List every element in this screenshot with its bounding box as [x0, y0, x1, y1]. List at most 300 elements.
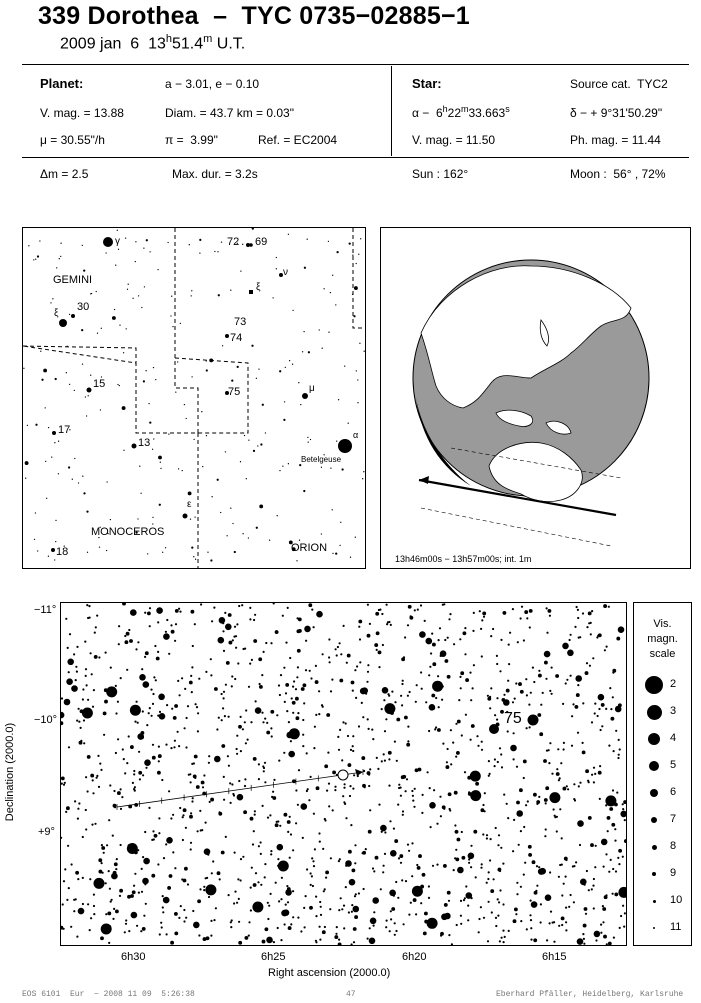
background-star [45, 461, 46, 462]
scale-row [634, 810, 691, 830]
background-star [341, 908, 343, 910]
background-star [482, 611, 486, 615]
background-star [105, 913, 107, 915]
background-star [149, 421, 151, 423]
background-star [261, 907, 263, 909]
background-star [253, 619, 255, 621]
background-star [278, 900, 280, 902]
background-star [565, 921, 567, 923]
background-star [89, 617, 91, 619]
background-star [338, 749, 340, 751]
background-star [402, 810, 404, 812]
background-star [143, 247, 144, 248]
background-star [122, 603, 126, 606]
background-star [335, 552, 337, 554]
background-star [470, 699, 472, 701]
background-star [354, 895, 356, 897]
background-star [405, 790, 407, 792]
background-star [161, 779, 163, 781]
background-star [292, 701, 296, 705]
background-star [598, 771, 602, 775]
background-star [367, 634, 371, 638]
background-star [524, 610, 528, 614]
background-star [177, 361, 178, 362]
background-star [480, 867, 482, 869]
background-star [208, 896, 210, 898]
background-star [306, 790, 308, 792]
background-star [242, 856, 244, 858]
background-star [276, 257, 277, 258]
background-star [368, 785, 370, 787]
background-star [209, 801, 211, 803]
background-star [481, 619, 483, 621]
background-star [378, 609, 380, 611]
background-star [203, 774, 205, 776]
background-star [119, 385, 120, 386]
background-star [384, 703, 395, 714]
background-star [137, 641, 139, 643]
background-star [556, 772, 560, 776]
label-73: 73 [234, 316, 247, 328]
background-star [444, 639, 446, 641]
background-star [160, 922, 162, 924]
background-star [549, 792, 560, 803]
background-star [303, 907, 305, 909]
background-star [390, 918, 392, 920]
background-star [348, 423, 349, 424]
background-star [240, 716, 242, 718]
background-star [432, 643, 436, 647]
background-star [175, 623, 177, 625]
background-star [527, 800, 529, 802]
background-star [262, 721, 264, 723]
background-star [90, 774, 94, 778]
background-star [407, 695, 409, 697]
background-star [412, 795, 414, 797]
background-star [559, 808, 561, 810]
background-star [480, 906, 482, 908]
background-star [210, 920, 212, 922]
background-star [304, 267, 306, 269]
background-star [367, 664, 369, 666]
background-star [85, 809, 87, 811]
background-star [228, 641, 232, 645]
background-star [65, 618, 67, 620]
background-star [112, 918, 114, 920]
background-star [318, 713, 320, 715]
background-star [591, 774, 593, 776]
background-star [420, 671, 422, 673]
background-star [292, 686, 294, 688]
background-star [139, 674, 146, 681]
background-star [335, 648, 337, 650]
background-star [540, 704, 542, 706]
background-star [467, 919, 469, 921]
background-star [319, 939, 321, 941]
background-star [596, 636, 598, 638]
background-star [354, 286, 358, 290]
background-star [151, 715, 153, 717]
background-star [198, 678, 200, 680]
background-star [341, 468, 343, 470]
background-star [190, 781, 192, 783]
background-star [548, 749, 550, 751]
background-star [467, 776, 471, 780]
background-star [354, 915, 358, 919]
scale-magnitude: 10 [670, 894, 683, 906]
background-star [563, 883, 565, 885]
star-17-mon [52, 431, 56, 435]
background-star [197, 712, 199, 714]
background-star [110, 519, 111, 520]
background-star [283, 419, 285, 421]
background-star [349, 242, 351, 244]
background-star [406, 778, 408, 780]
background-star [195, 559, 196, 560]
background-star [433, 789, 435, 791]
background-star [593, 878, 595, 880]
background-star [145, 767, 147, 769]
background-star [465, 885, 467, 887]
label-alpha: α [353, 430, 359, 440]
background-star [428, 730, 430, 732]
background-star [367, 938, 369, 940]
background-star [519, 788, 523, 792]
background-star [503, 699, 510, 706]
background-star [299, 464, 301, 466]
background-star [248, 537, 249, 538]
background-star [586, 626, 588, 628]
background-star [183, 808, 187, 812]
background-star [148, 712, 150, 714]
background-star [275, 882, 277, 884]
background-star [473, 612, 475, 614]
background-star [530, 919, 532, 921]
background-star [340, 897, 342, 899]
ra-hour-unit: h [442, 104, 448, 114]
background-star [91, 293, 92, 294]
background-star [249, 607, 251, 609]
background-star [328, 241, 329, 242]
background-star [182, 839, 184, 841]
background-star [448, 900, 450, 902]
background-star [619, 927, 621, 929]
background-star [389, 820, 391, 822]
background-star [351, 904, 353, 906]
background-star [233, 636, 235, 638]
background-star [465, 678, 469, 682]
background-star [312, 860, 314, 862]
background-star [512, 608, 514, 610]
background-star [529, 609, 533, 613]
dec-tick-label: −11° [34, 604, 57, 616]
background-star [495, 925, 497, 927]
background-star [339, 545, 340, 546]
background-star [280, 898, 282, 900]
background-star [468, 862, 470, 864]
background-star [605, 894, 607, 896]
background-star [460, 915, 462, 917]
background-star [231, 783, 233, 785]
background-star [576, 606, 578, 608]
background-star [138, 892, 140, 894]
background-star [502, 863, 504, 865]
background-star [232, 639, 234, 641]
background-star [93, 689, 95, 691]
background-star [316, 611, 323, 618]
background-star [355, 697, 357, 699]
background-star [301, 687, 305, 691]
background-star [349, 795, 351, 797]
background-star [276, 268, 277, 269]
background-star [244, 721, 246, 723]
background-star [221, 744, 225, 748]
background-star [73, 910, 75, 912]
background-star [575, 675, 582, 682]
background-star [234, 891, 236, 893]
background-star [146, 724, 148, 726]
background-star [74, 458, 75, 459]
background-star [277, 844, 284, 851]
background-star [577, 684, 579, 686]
background-star [245, 742, 247, 744]
background-star [322, 848, 324, 850]
background-star [248, 921, 250, 923]
background-star [374, 643, 378, 647]
background-star [113, 908, 115, 910]
background-star [68, 671, 70, 673]
background-star [163, 857, 165, 859]
background-star [449, 613, 451, 615]
background-star [183, 920, 185, 922]
background-star [196, 706, 198, 708]
background-star [389, 930, 391, 932]
background-star [288, 234, 289, 235]
background-star [218, 717, 220, 719]
background-star [190, 610, 194, 614]
background-star [319, 901, 321, 903]
background-star [499, 670, 501, 672]
background-star [283, 667, 285, 669]
background-star [233, 902, 235, 904]
background-star [54, 559, 55, 560]
background-star [466, 892, 473, 899]
background-star [603, 604, 607, 608]
background-star [133, 770, 135, 772]
background-star [63, 784, 65, 786]
background-star [577, 938, 584, 945]
label-30: 30 [77, 301, 90, 313]
background-star [425, 701, 427, 703]
background-star [168, 433, 169, 434]
background-star [554, 815, 556, 817]
background-star [398, 784, 400, 786]
background-star [348, 850, 352, 854]
background-star [52, 298, 53, 299]
background-star [372, 738, 374, 740]
background-star [350, 749, 352, 751]
background-star [157, 269, 158, 270]
background-star [428, 674, 430, 676]
background-star [359, 638, 361, 640]
background-star [549, 922, 551, 924]
background-star [174, 740, 176, 742]
background-star [311, 857, 313, 859]
background-star [229, 782, 231, 784]
background-star [71, 863, 73, 865]
scale-row [634, 918, 691, 938]
background-star [568, 906, 570, 908]
background-star [130, 745, 134, 749]
background-star [381, 708, 383, 710]
background-star [152, 517, 153, 518]
background-star [219, 878, 221, 880]
background-star [475, 876, 477, 878]
background-star [244, 435, 245, 436]
background-star [526, 727, 528, 729]
background-star [273, 941, 275, 943]
background-star [614, 892, 618, 896]
x-axis-label: Right ascension (2000.0) [268, 967, 391, 979]
background-star [172, 814, 174, 816]
background-star [287, 901, 289, 903]
background-star [83, 719, 85, 721]
background-star [288, 926, 292, 930]
background-star [228, 613, 232, 617]
background-star [142, 856, 144, 858]
background-star [481, 863, 483, 865]
background-star [351, 911, 353, 913]
background-star [495, 917, 497, 919]
background-star [437, 675, 439, 677]
background-star [144, 612, 146, 614]
background-star [384, 853, 386, 855]
background-star [500, 847, 502, 849]
background-star [138, 751, 140, 753]
background-star [451, 943, 453, 945]
background-star [278, 861, 289, 872]
background-star [292, 712, 294, 714]
background-star [523, 759, 527, 763]
background-star [148, 807, 150, 809]
background-star [358, 620, 362, 624]
background-star [83, 492, 85, 494]
background-star [330, 690, 332, 692]
star-75-mon [489, 724, 499, 734]
background-star [144, 883, 146, 885]
background-star [98, 870, 102, 874]
background-star [315, 896, 317, 898]
background-star [223, 799, 225, 801]
scale-row [634, 729, 691, 749]
background-star [144, 286, 145, 287]
background-star [445, 765, 449, 769]
background-star [621, 888, 625, 892]
background-star [516, 893, 518, 895]
footer-page: 47 [346, 990, 356, 999]
background-star [270, 850, 272, 852]
background-star [153, 367, 154, 368]
background-star [416, 864, 418, 866]
background-star [390, 624, 392, 626]
background-star [579, 844, 581, 846]
background-star [492, 628, 494, 630]
moon-elongation: Moon : 56° , 72% [570, 167, 666, 181]
background-star [373, 911, 375, 913]
background-star [388, 758, 390, 760]
background-star [314, 726, 316, 728]
background-star [383, 753, 385, 755]
background-star [497, 761, 499, 763]
asteroid-track [117, 772, 363, 807]
background-star [334, 786, 336, 788]
background-star [297, 666, 299, 668]
background-star [350, 557, 351, 558]
background-star [288, 721, 290, 723]
background-star [499, 889, 501, 891]
background-star [424, 620, 426, 622]
background-star [264, 781, 266, 783]
background-star [591, 721, 593, 723]
background-star [353, 927, 357, 931]
background-star [334, 789, 336, 791]
background-star [254, 614, 256, 616]
background-star [622, 856, 624, 858]
background-star [402, 775, 406, 779]
background-star [544, 835, 546, 837]
background-star [531, 901, 538, 908]
label-epsilon: ε [187, 499, 192, 510]
background-star [315, 915, 317, 917]
background-star [454, 791, 458, 795]
background-star [111, 692, 113, 694]
background-star [411, 875, 413, 877]
background-star [324, 888, 326, 890]
background-star [464, 627, 466, 629]
background-star [559, 777, 561, 779]
background-star [622, 808, 624, 810]
background-star [123, 450, 124, 451]
background-star [605, 853, 607, 855]
background-star [62, 903, 64, 905]
background-star [562, 703, 564, 705]
background-star [304, 926, 306, 928]
background-star [117, 701, 119, 703]
background-star [561, 924, 563, 926]
background-star [269, 814, 271, 816]
background-star [152, 523, 153, 524]
background-star [320, 906, 322, 908]
background-star [166, 619, 168, 621]
background-star [468, 791, 470, 793]
background-star [153, 438, 154, 439]
background-star [237, 878, 239, 880]
background-star [482, 833, 484, 835]
background-star [572, 703, 574, 705]
background-star [182, 470, 183, 471]
background-star [618, 849, 622, 853]
background-star [513, 758, 515, 760]
background-star [473, 830, 477, 834]
background-star [593, 767, 595, 769]
background-star [247, 739, 249, 741]
background-star [272, 297, 273, 298]
background-star [289, 816, 291, 818]
background-star [46, 498, 47, 499]
background-star [25, 461, 29, 465]
background-star [429, 704, 436, 711]
background-star [248, 686, 250, 688]
